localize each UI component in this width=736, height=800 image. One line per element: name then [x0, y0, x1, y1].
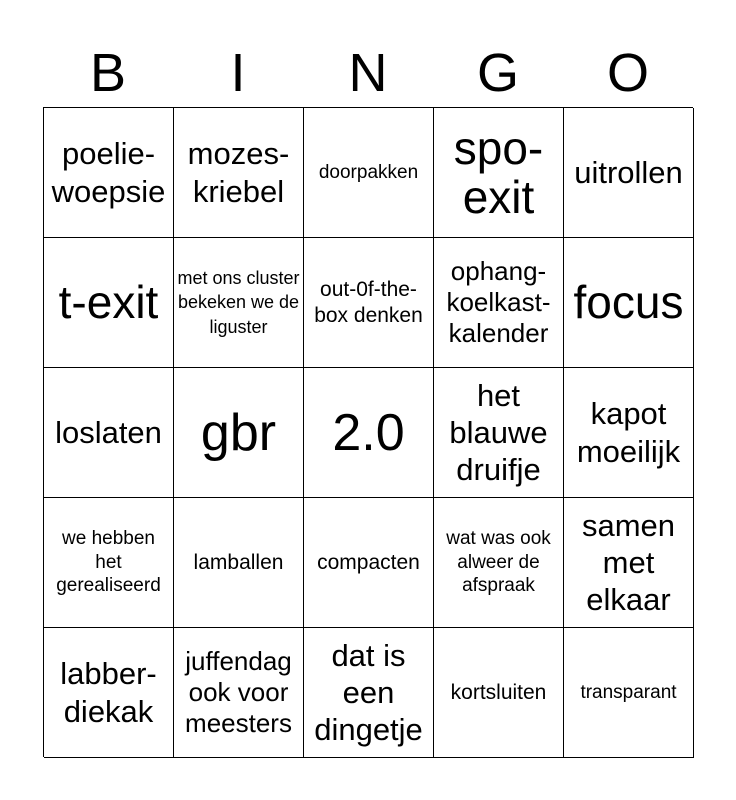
bingo-cell[interactable] [434, 498, 564, 628]
cell-text: uitrollen [574, 154, 683, 190]
bingo-cell[interactable] [304, 498, 434, 628]
cell-text: kapot moeilijk [576, 396, 681, 469]
cell-text: 2.0 [332, 403, 405, 462]
bingo-cell[interactable] [174, 628, 304, 758]
bingo-cell[interactable] [304, 628, 434, 758]
cell-text: transparant [580, 681, 677, 703]
header-letter-g: G [476, 43, 519, 103]
cell-text: mozes- kriebel [187, 136, 290, 209]
cell-text: ophang- koelkast- kalender [446, 255, 551, 349]
bingo-cell[interactable] [44, 108, 174, 238]
cell-text: kortsluiten [450, 680, 547, 704]
bingo-cell[interactable] [564, 108, 694, 238]
cell-text: compacten [317, 550, 420, 574]
cell-text: labber- diekak [60, 656, 157, 729]
header-letter-n: N [348, 43, 388, 103]
bingo-cell[interactable] [564, 628, 694, 758]
bingo-cell[interactable] [174, 108, 304, 238]
cell-text: juffendag ook voor meesters [185, 645, 292, 739]
cell-text: we hebben het gerealiseerd [56, 527, 161, 597]
bingo-cell[interactable] [304, 368, 434, 498]
bingo-cell[interactable] [174, 238, 304, 368]
bingo-cell[interactable] [304, 238, 434, 368]
cell-text: gbr [200, 403, 277, 462]
bingo-cell[interactable] [44, 498, 174, 628]
bingo-cell[interactable] [564, 498, 694, 628]
bingo-header [43, 40, 693, 106]
bingo-cell[interactable] [434, 108, 564, 238]
bingo-cell[interactable] [174, 368, 304, 498]
cell-text: doorpakken [318, 161, 419, 183]
bingo-cell[interactable] [434, 368, 564, 498]
header-letter-i: I [230, 43, 246, 103]
cell-text: loslaten [55, 414, 162, 450]
bingo-cell[interactable] [564, 368, 694, 498]
cell-text: t-exit [58, 276, 159, 329]
bingo-cell[interactable] [434, 628, 564, 758]
cell-text: het blauwe druifje [449, 377, 548, 488]
cell-text: wat was ook alweer de afspraak [446, 527, 551, 597]
bingo-cell[interactable] [44, 628, 174, 758]
cell-text: spo- exit [453, 122, 544, 223]
bingo-cell[interactable] [564, 238, 694, 368]
cell-text: lamballen [193, 550, 284, 574]
bingo-cell[interactable] [44, 238, 174, 368]
cell-text: out-0f-the- box denken [314, 277, 423, 327]
header-letter-b: B [89, 43, 127, 103]
cell-text: met ons cluster bekeken we de liguster [177, 268, 300, 337]
cell-text: focus [573, 276, 684, 329]
cell-text: samen met elkaar [581, 507, 676, 618]
cell-text: poelie- woepsie [51, 136, 166, 209]
bingo-cell[interactable] [174, 498, 304, 628]
bingo-cell[interactable] [44, 368, 174, 498]
cell-text: dat is een dingetje [314, 637, 423, 748]
bingo-cell[interactable] [304, 108, 434, 238]
header-letter-o: O [606, 43, 649, 103]
bingo-cell[interactable] [434, 238, 564, 368]
bingo-grid [43, 107, 693, 757]
